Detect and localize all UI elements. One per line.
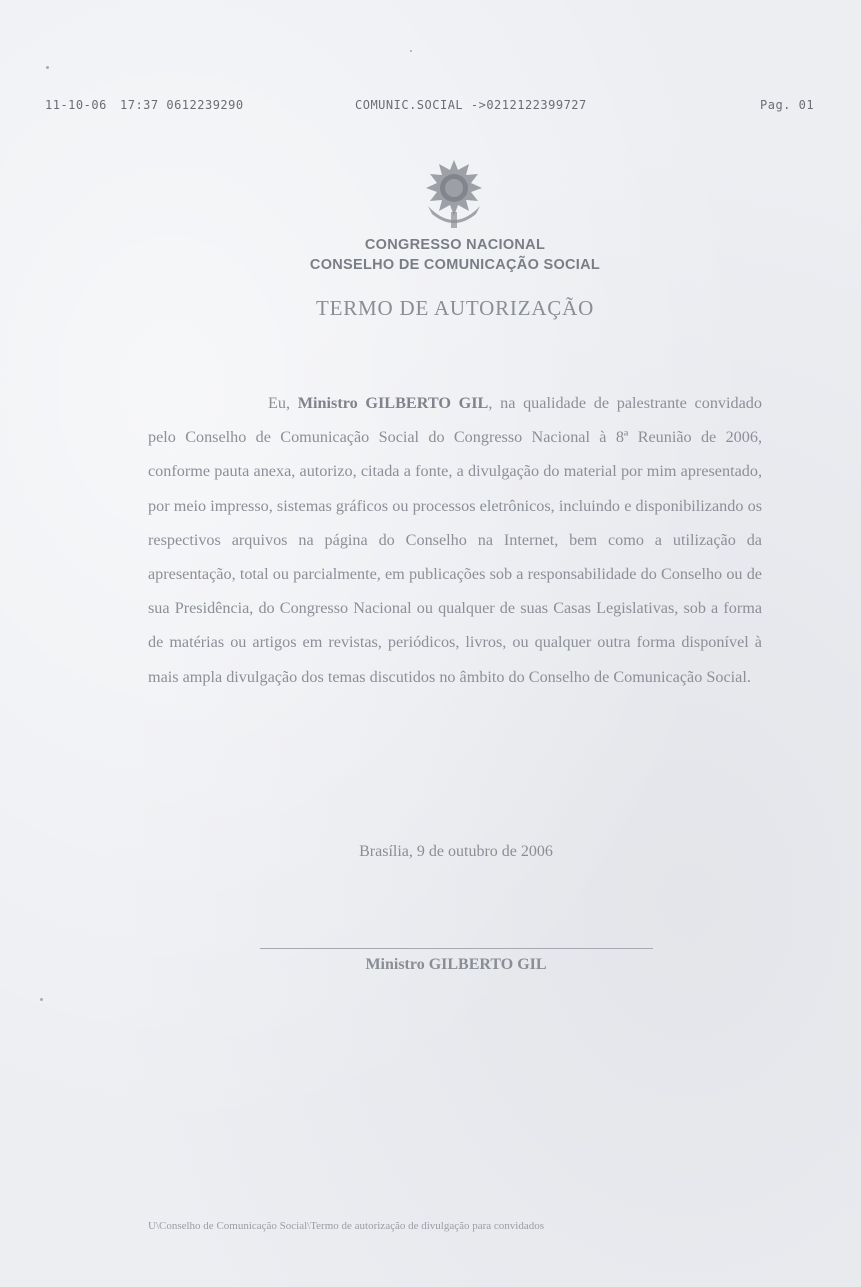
document-title: TERMO DE AUTORIZAÇÃO <box>315 296 595 320</box>
organization-name: CONGRESSO NACIONAL <box>364 237 546 253</box>
scan-speck <box>410 50 412 52</box>
fax-destination: COMUNIC.SOCIAL ->0212122399727 <box>355 98 587 112</box>
scan-speck <box>46 66 49 69</box>
fax-transmission-header <box>0 98 861 118</box>
body-text: , na qualidade de palestrante convidado pelo Conselho de Comunicação Social do Congresso Nacional à 8ª Reunião de 2006, conforme pauta anexa, autorizo, citada a fonte, a divulgação do material por mim apresentado, por meio impresso, sistemas gráficos ou processos eletrônicos, incluindo e disponibilizando os respectivos arquivos na página do Conselho na Internet, bem como a utilização da apresentação, total ou parcialmente, em publicações sob a responsabilidade do Conselho ou de sua Presidência, do Congresso Nacional ou qualquer de suas Casas Legislativas, sob a forma de matérias ou artigos em revistas, periódicos, livros, ou qualquer outra forma disponível à mais ampla divulgação dos temas discutidos no âmbito do Conselho de Comunicação Social. <box>148 394 762 686</box>
signatory-name-inline: Ministro GILBERTO GIL <box>297 394 489 412</box>
signature-name: Ministro GILBERTO GIL <box>365 956 547 973</box>
coat-of-arms-icon <box>414 156 494 236</box>
fax-page-number: Pag. 01 <box>760 98 815 112</box>
fax-time-phone: 17:37 0612239290 <box>120 98 244 112</box>
fax-date: 11-10-06 <box>45 98 107 112</box>
footer-file-path: U\Conselho de Comunicação Social\Termo de autorização de divulgação para convidados <box>148 1220 545 1232</box>
signature-line <box>260 948 653 949</box>
place-and-date: Brasília, 9 de outubro de 2006 <box>359 843 553 860</box>
scan-speck <box>40 998 43 1001</box>
body-prefix: Eu, <box>268 394 298 412</box>
council-name: CONSELHO DE COMUNICAÇÃO SOCIAL <box>309 257 601 273</box>
authorization-body <box>148 386 762 694</box>
